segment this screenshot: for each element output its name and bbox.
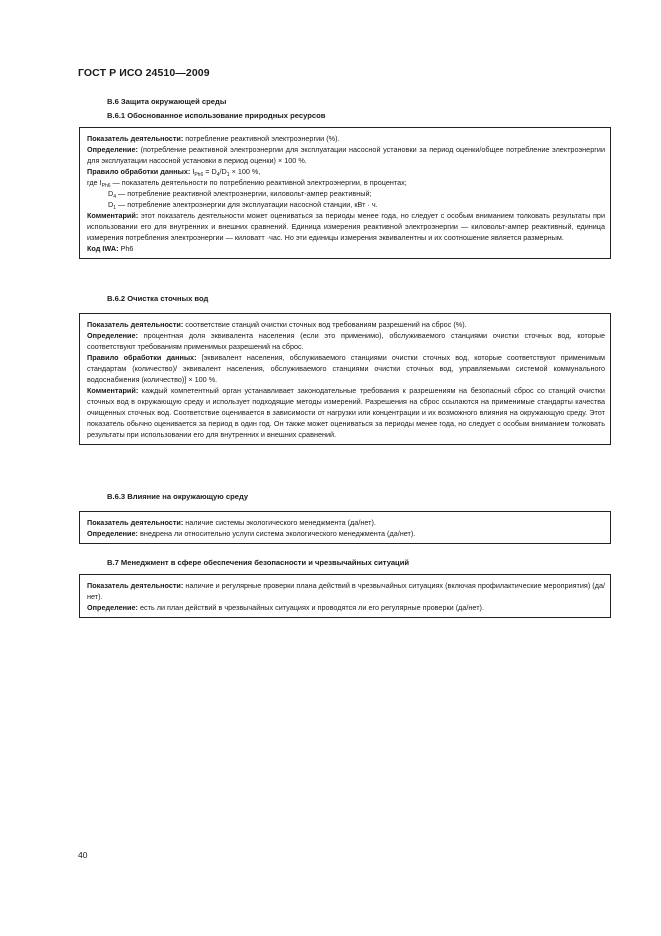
formula-d1-subscript: 1 (226, 172, 230, 178)
indicator-label: Показатель деятельности: (87, 134, 184, 143)
iwa-line (87, 243, 605, 254)
where-d1: D (108, 200, 114, 209)
definition-line (87, 330, 605, 352)
page-number: 40 (78, 850, 88, 860)
definition-line (87, 528, 605, 539)
comment-line (87, 210, 605, 243)
formula-i: I (190, 167, 195, 176)
indicator-text: наличие и регулярные проверки плана действий в чрезвычайных ситуациях (включая профилактические мероприятия) (да/нет). (87, 581, 605, 601)
where-d4-text: — потребление реактивной электроэнергии, киловольт-ампер реактивный; (116, 189, 372, 198)
where-d1-text: — потребление электроэнергии для эксплуатации насосной станции, кВт · ч. (116, 200, 378, 209)
indicator-box-environment (79, 511, 611, 544)
definition-text: процентная доля эквивалента населения (если это применимо), обслуживаемого станциями очистки сточных вод, которые соответствуют требованиям применимых разрешений на сброс. (87, 331, 605, 351)
indicator-line (87, 319, 605, 330)
indicator-label: Показатель деятельности: (87, 320, 184, 329)
indicator-line (87, 580, 605, 602)
where-d1-subscript: 1 (113, 205, 117, 211)
comment-text: каждый компетентный орган устанавливает законодательные требования к разрешениям на безопасный сброс со станций очистки сточных вод в окружающую среду и использует подходящие методы измерений. Разрешения на сброс ссылаются на применимые стандарты качества очищенных сточных вод. Соответствие оценивается в зависимости от нагрузки или концентрации и их возможного влияния на окружающую среду. Этот показатель обычно оценивается за период в один год. Он также может оцениваться за периоды менее года, но следует с особым вниманием толковать результаты при использовании его для внутренних и внешних сравнений. (87, 386, 605, 439)
indicator-line (87, 517, 605, 528)
rule-label: Правило обработки данных: (87, 167, 191, 176)
indicator-line (87, 133, 605, 144)
definition-text: внедрена ли относительно услуги система экологического менеджмента (да/нет). (137, 529, 416, 538)
definition-line (87, 144, 605, 166)
section-heading-b6-3: В.6.3 Влияние на окружающую среду (107, 492, 249, 501)
where-line (87, 177, 605, 188)
indicator-box-emergency (79, 574, 611, 618)
definition-line (87, 602, 605, 613)
comment-text: этот показатель деятельности может оцениваться за периоды менее года, но следует с особым вниманием толковать результаты при использовании его для внутренних и внешних сравнений. Единица измерения реактивной электроэнергии — киловольт-ампер реактивный, единица измерения потребления электроэнергии — киловатт ·час. Но эти единицы измерения эквивалентны и их соотношение является размерным. (87, 211, 605, 242)
indicator-box-wastewater (79, 313, 611, 445)
indicator-label: Показатель деятельности: (87, 518, 184, 527)
formula-eq: = D (203, 167, 217, 176)
where-d4-line (87, 188, 605, 199)
comment-line (87, 385, 605, 440)
comment-label: Комментарий: (87, 211, 139, 220)
definition-label: Определение: (87, 331, 138, 340)
section-heading-b6-2: В.6.2 Очистка сточных вод (107, 294, 209, 303)
comment-label: Комментарий: (87, 386, 139, 395)
indicator-box-reactive-energy (79, 127, 611, 259)
indicator-label: Показатель деятельности: (87, 581, 184, 590)
where-i-subscript: Ph6 (101, 183, 111, 189)
document-header: ГОСТ Р ИСО 24510—2009 (78, 67, 210, 79)
iwa-label: Код IWA: (87, 244, 119, 253)
where-i-text: — показатель деятельности по потреблению реактивной электроэнергии, в процентах; (110, 178, 407, 187)
rule-line (87, 166, 605, 177)
formula-slash: /D (219, 167, 227, 176)
definition-label: Определение: (87, 529, 138, 538)
section-heading-b6: В.6 Защита окружающей среды (107, 97, 227, 106)
indicator-text: наличие системы экологического менеджмента (да/нет). (183, 518, 376, 527)
where-d4-subscript: 4 (113, 194, 117, 200)
section-heading-b6-1: В.6.1 Обоснованное использование природных ресурсов (107, 111, 326, 120)
formula-tail: × 100 %, (229, 167, 261, 176)
rule-text: [эквивалент населения, обслуживаемого станциями очистки сточных вод, которые соответствуют применимым стандартам (количество)/ эквивалент населения, обслуживаемого станциями очистки сточных вод, управляемыми системой коммунального водоснабжения (количество)] × 100 %. (87, 353, 605, 384)
section-heading-b7: В.7 Менеджмент в сфере обеспечения безопасности и чрезвычайных ситуаций (107, 558, 410, 567)
indicator-text: соответствие станций очистки сточных вод требованиям разрешений на сброс (%). (183, 320, 467, 329)
where-i: где I (87, 178, 102, 187)
iwa-code: Ph6 (118, 244, 134, 253)
formula-d4-subscript: 4 (216, 172, 220, 178)
definition-label: Определение: (87, 145, 138, 154)
rule-line (87, 352, 605, 385)
formula-i-subscript: Ph6 (194, 172, 204, 178)
where-d1-line (87, 199, 605, 210)
indicator-text: потребление реактивной электроэнергии (%). (183, 134, 340, 143)
rule-label: Правило обработки данных: (87, 353, 197, 362)
definition-text: (потребление реактивной электроэнергии для эксплуатации насосной установки за период оценки/общее потребление электроэнергии для эксплуатации насосной установки в период оценки) × 100 %. (87, 145, 605, 165)
definition-label: Определение: (87, 603, 138, 612)
definition-text: есть ли план действий в чрезвычайных ситуациях и проводятся ли его регулярные проверки (да/нет). (137, 603, 484, 612)
where-d4: D (108, 189, 114, 198)
